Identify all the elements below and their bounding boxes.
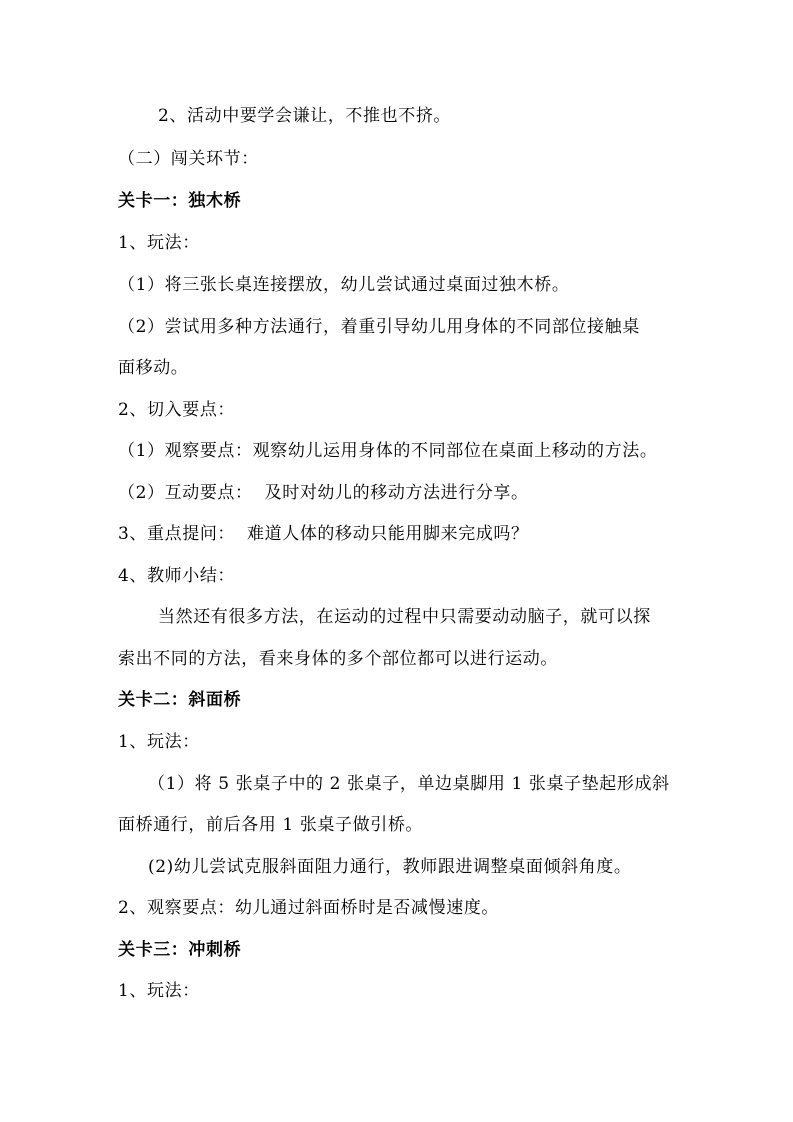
- level-two-play-item-1-cont: 面桥通行，前后各用 1 张桌子做引桥。: [118, 815, 424, 835]
- level-one-heading: 关卡一：独木桥: [118, 191, 242, 211]
- section-heading-challenge: （二）闯关环节：: [118, 149, 259, 169]
- level-one-play-item-2-cont: 面移动。: [118, 358, 189, 378]
- level-one-play-heading: 1、玩法：: [118, 233, 200, 253]
- level-one-play-item-2: （2）尝试用多种方法通行，着重引导幼儿用身体的不同部位接触桌: [118, 317, 640, 337]
- level-three-heading: 关卡三：冲刺桥: [118, 940, 242, 960]
- level-one-interact-point: （2）互动要点： 及时对幼儿的移动方法进行分享。: [118, 483, 529, 503]
- level-three-play-heading: 1、玩法：: [118, 981, 200, 1001]
- level-two-observe-point: 2、观察要点：幼儿通过斜面桥时是否减慢速度。: [118, 898, 500, 918]
- level-two-play-item-2: (2)幼儿尝试克服斜面阻力通行，教师跟进调整桌面倾斜角度。: [148, 857, 632, 877]
- level-one-observe-point: （1）观察要点：观察幼儿运用身体的不同部位在桌面上移动的方法。: [118, 441, 658, 461]
- level-one-key-question: 3、重点提问： 难道人体的移动只能用脚来完成吗？: [118, 524, 529, 544]
- rule-item-2: 2、活动中要学会谦让，不推也不挤。: [158, 106, 452, 126]
- level-one-summary-text: 当然还有很多方法，在运动的过程中只需要动动脑子，就可以探: [158, 607, 651, 627]
- level-one-play-item-1: （1）将三张长桌连接摆放，幼儿尝试通过桌面过独木桥。: [118, 275, 570, 295]
- level-two-heading: 关卡二：斜面桥: [118, 690, 242, 710]
- level-one-summary-heading: 4、教师小结：: [118, 566, 236, 586]
- level-one-points-heading: 2、切入要点：: [118, 400, 236, 420]
- level-two-play-heading: 1、玩法：: [118, 732, 200, 752]
- level-one-summary-text-cont: 索出不同的方法，看来身体的多个部位都可以进行运动。: [118, 649, 558, 669]
- level-two-play-item-1: （1）将 5 张桌子中的 2 张桌子，单边桌脚用 1 张桌子垫起形成斜: [148, 774, 670, 794]
